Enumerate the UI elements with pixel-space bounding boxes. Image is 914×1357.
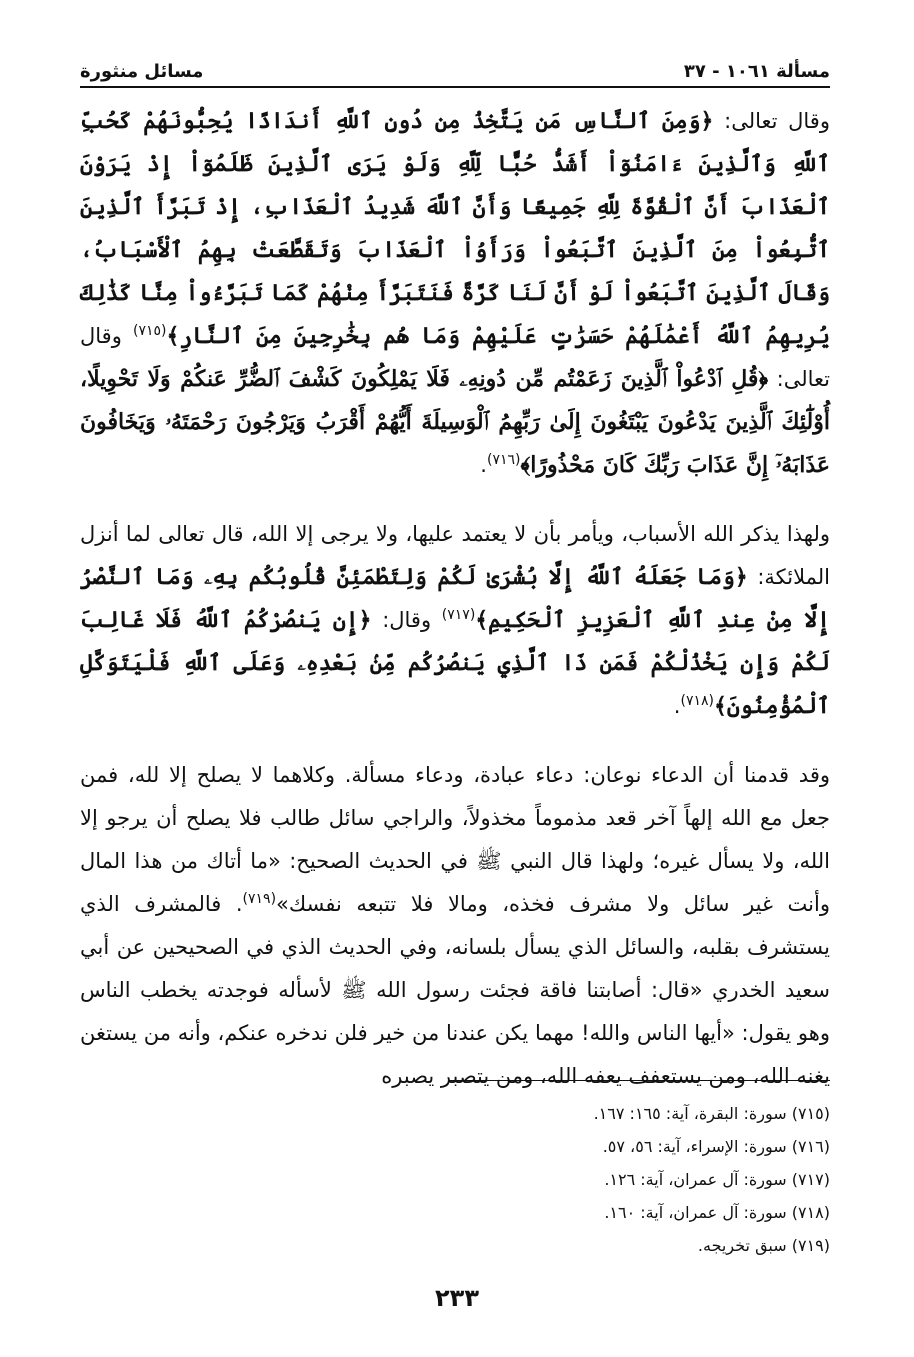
- text-run: وقال تعالى:: [80, 324, 831, 391]
- paragraph: [80, 100, 830, 487]
- footnote: (٧١٧) سورة: آل عمران، آية: ١٢٦.: [604, 1170, 830, 1189]
- text-run: . فالمشرف الذي يستشرف بقلبه، والسائل الذي يسأل بلسانه، وفي الحديث الذي في الصحيحين عن أبي سعيد الخدري «قال: أصابتنا فاقة فجئت رسول الله ﷺ لأسأله فوجدته يخطب الناس وهو يقول: «أيها الناس والله! مهما يكن عندنا من خير فلن ندخره عنكم، وأنه من يستغن يغنه الله، ومن يستعفف يعفه الله، ومن يتصبر يصبره: [80, 892, 830, 1088]
- paragraph: [80, 513, 830, 728]
- footnote-ref: (٧١٥): [133, 323, 167, 339]
- page-number: ٢٣٣: [435, 1284, 479, 1312]
- paragraph: [80, 754, 830, 1098]
- footnote: (٧١٦) سورة: الإسراء، آية: ٥٦، ٥٧.: [602, 1137, 830, 1156]
- header-issue-number: مسألة ١٠٦١ - ٣٧: [683, 61, 830, 82]
- running-header: [80, 46, 830, 88]
- footnote-ref: (٧١٧): [441, 607, 476, 623]
- footnote-ref: (٧١٨): [680, 693, 714, 709]
- footnote: (٧١٥) سورة: البقرة، آية: ١٦٥: ١٦٧.: [593, 1104, 830, 1123]
- footnote-ref: (٧١٩): [242, 891, 277, 907]
- quran-quote: ﴿وَمَا جَعَلَهُ ٱللَّهُ إِلَّا بُشْرَىٰ لَكُمْ وَلِتَطْمَئِنَّ قُلُوبُكُم بِهِۦ وَمَا ٱلنَّصْرُ إِلَّا مِنْ عِندِ ٱللَّهِ ٱلْعَزِيزِ ٱلْحَكِيمِ﴾: [80, 564, 831, 633]
- text-run: .: [673, 694, 681, 718]
- text-run: وقال تعالى:: [713, 109, 830, 133]
- header-section-title: مسائل منثورة: [80, 61, 204, 82]
- main-text: [80, 100, 830, 1124]
- footnote: (٧١٩) سبق تخريجه.: [697, 1236, 830, 1255]
- footnote-ref: (٧١٦): [486, 452, 521, 468]
- text-run: وقال:: [371, 608, 442, 632]
- quran-quote: ﴿قُلِ ٱدْعُواْ ٱلَّذِينَ زَعَمْتُم مِّن دُونِهِۦ فَلَا يَمْلِكُونَ كَشْفَ ٱلضُّرِّ عَنكُمْ وَلَا تَحْوِيلًا، أُوْلَٰٓئِكَ ٱلَّذِينَ يَدْعُونَ يَبْتَغُونَ إِلَىٰ رَبِّهِمُ ٱلْوَسِيلَةَ أَيُّهُمْ أَقْرَبُ وَيَرْجُونَ رَحْمَتَهُۥ وَيَخَافُونَ عَذَابَهُۥٓ إِنَّ عَذَابَ رَبِّكَ كَانَ مَحْذُورًا﴾: [80, 366, 830, 478]
- text-run: .: [480, 453, 487, 477]
- quran-quote: ﴿إِن يَنصُرْكُمُ ٱللَّهُ فَلَا غَالِبَ لَكُمْ وَإِن يَخْذُلْكُمْ فَمَن ذَا ٱلَّذِي يَنصُرُكُم مِّنۢ بَعْدِهِۦ وَعَلَى ٱللَّهِ فَلْيَتَوَكَّلِ ٱلْمُؤْمِنُونَ﴾: [80, 607, 830, 719]
- text-run: ولهذا يذكر الله الأسباب، ويأمر بأن لا يعتمد عليها، ولا يرجى إلا الله، قال تعالى لما أنزل الملائكة:: [80, 522, 831, 589]
- footnote: (٧١٨) سورة: آل عمران، آية: ١٦٠.: [604, 1203, 830, 1222]
- quran-quote: ﴿وَمِنَ ٱلنَّاسِ مَن يَتَّخِذُ مِن دُونِ ٱللَّهِ أَندَادًا يُحِبُّونَهُمْ كَحُبِّ ٱللَّهِ وَٱلَّذِينَ ءَامَنُوٓاْ أَشَدُّ حُبًّا لِّلَّهِ وَلَوْ يَرَى ٱلَّذِينَ ظَلَمُوٓاْ إِذْ يَرَوْنَ ٱلْعَذَابَ أَنَّ ٱلْقُوَّةَ لِلَّهِ جَمِيعًا وَأَنَّ ٱللَّهَ شَدِيدُ ٱلْعَذَابِ، إِذْ تَبَرَّأَ ٱلَّذِينَ ٱتُّبِعُواْ مِنَ ٱلَّذِينَ ٱتَّبَعُواْ وَرَأَوُاْ ٱلْعَذَابَ وَتَقَطَّعَتْ بِهِمُ ٱلْأَسْبَابُ، وَقَالَ ٱلَّذِينَ ٱتَّبَعُواْ لَوْ أَنَّ لَنَا كَرَّةً فَنَتَبَرَّأَ مِنْهُمْ كَمَا تَبَرَّءُواْ مِنَّا كَذَٰلِكَ يُرِيهِمُ ٱللَّهُ أَعْمَٰلَهُمْ حَسَرَٰتٍ عَلَيْهِمْ وَمَا هُم بِخَٰرِجِينَ مِنَ ٱلنَّارِ﴾: [80, 108, 831, 349]
- footnote-separator: [448, 1080, 830, 1081]
- footnotes: [80, 1097, 830, 1262]
- text-run: وقد قدمنا أن الدعاء نوعان: دعاء عبادة، ودعاء مسألة. وكلاهما لا يصلح إلا لله، فمن جعل مع الله إلهاً آخر قعد مذموماً مخذولاً، والراجي سائل طالب فلا يصلح أن يرجو إلا الله، ولا يسأل غيره؛ ولهذا قال النبي ﷺ في الحديث الصحيح: «ما أتاك من هذا المال وأنت غير سائل ولا مشرف فخذه، ومالا فلا تتبعه نفسك»: [80, 763, 830, 916]
